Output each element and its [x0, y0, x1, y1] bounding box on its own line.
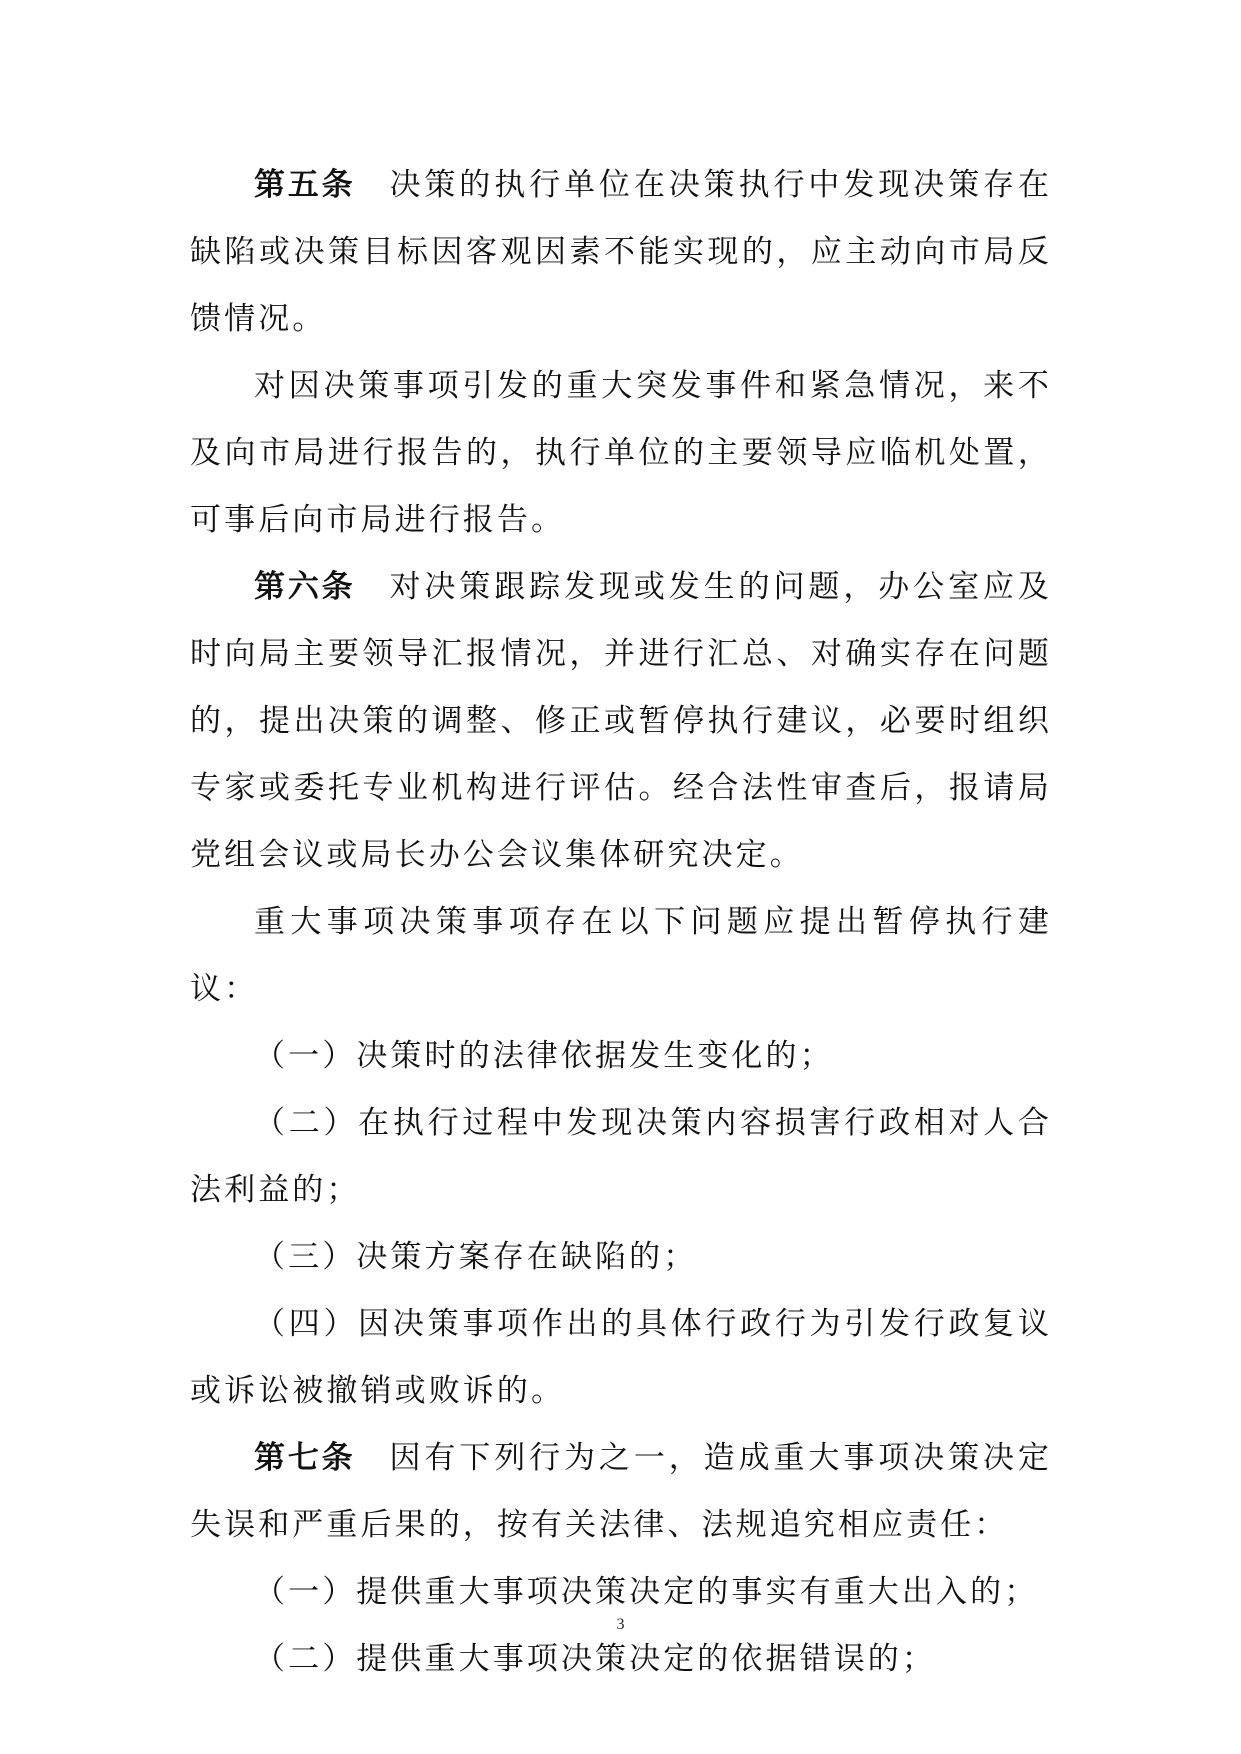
article-5-text: 决策的执行单位在决策执行中发现决策存在缺陷或决策目标因客观因素不能实现的，应主动向市局反馈情况。 — [190, 167, 1053, 337]
article-7-item-2 — [190, 1626, 1052, 1693]
article-6-item-2 — [190, 1090, 1052, 1224]
article-5-paragraph — [190, 152, 1052, 353]
article-7-text: 因有下列行为之一，造成重大事项决策决定失误和严重后果的，按有关法律、法规追究相应责任： — [190, 1440, 1053, 1543]
page-number: 3 — [616, 1616, 625, 1633]
article-6-item-1 — [190, 1023, 1052, 1090]
article-6-paragraph — [190, 554, 1052, 889]
article-5-paragraph-2 — [190, 353, 1052, 554]
article-6-item-4-text: （四）因决策事项作出的具体行政行为引发行政复议或诉讼被撤销或败诉的。 — [190, 1306, 1052, 1409]
article-6-item-2-text: （二）在执行过程中发现决策内容损害行政相对人合法利益的； — [190, 1105, 1052, 1208]
document-body — [190, 152, 1052, 1693]
article-6-suspension-intro — [190, 889, 1052, 1023]
article-5-text-2: 对因决策事项引发的重大突发事件和紧急情况，来不及向市局进行报告的，执行单位的主要领导应临机处置，可事后向市局进行报告。 — [190, 368, 1052, 538]
article-7-item-2-text: （二）提供重大事项决策决定的依据错误的； — [254, 1641, 936, 1677]
article-6-item-3-text: （三）决策方案存在缺陷的； — [254, 1239, 698, 1275]
article-7-item-1-text: （一）提供重大事项决策决定的事实有重大出入的； — [254, 1574, 1039, 1610]
article-7-heading: 第七条 — [254, 1440, 356, 1476]
article-6-suspension-intro-text: 重大事项决策事项存在以下问题应提出暂停执行建议： — [190, 904, 1052, 1007]
article-6-item-1-text: （一）决策时的法律依据发生变化的； — [254, 1038, 834, 1074]
article-5-heading: 第五条 — [254, 167, 356, 203]
article-6-text: 对决策跟踪发现或发生的问题，办公室应及时向局主要领导汇报情况，并进行汇总、对确实存在问题的，提出决策的调整、修正或暂停执行建议，必要时组织专家或委托专业机构进行评估。经合法性审查后，报请局党组会议或局长办公会议集体研究决定。 — [190, 569, 1053, 873]
article-6-item-4 — [190, 1291, 1052, 1425]
article-6-heading: 第六条 — [254, 569, 356, 605]
article-6-item-3 — [190, 1224, 1052, 1291]
article-7-paragraph — [190, 1425, 1052, 1559]
